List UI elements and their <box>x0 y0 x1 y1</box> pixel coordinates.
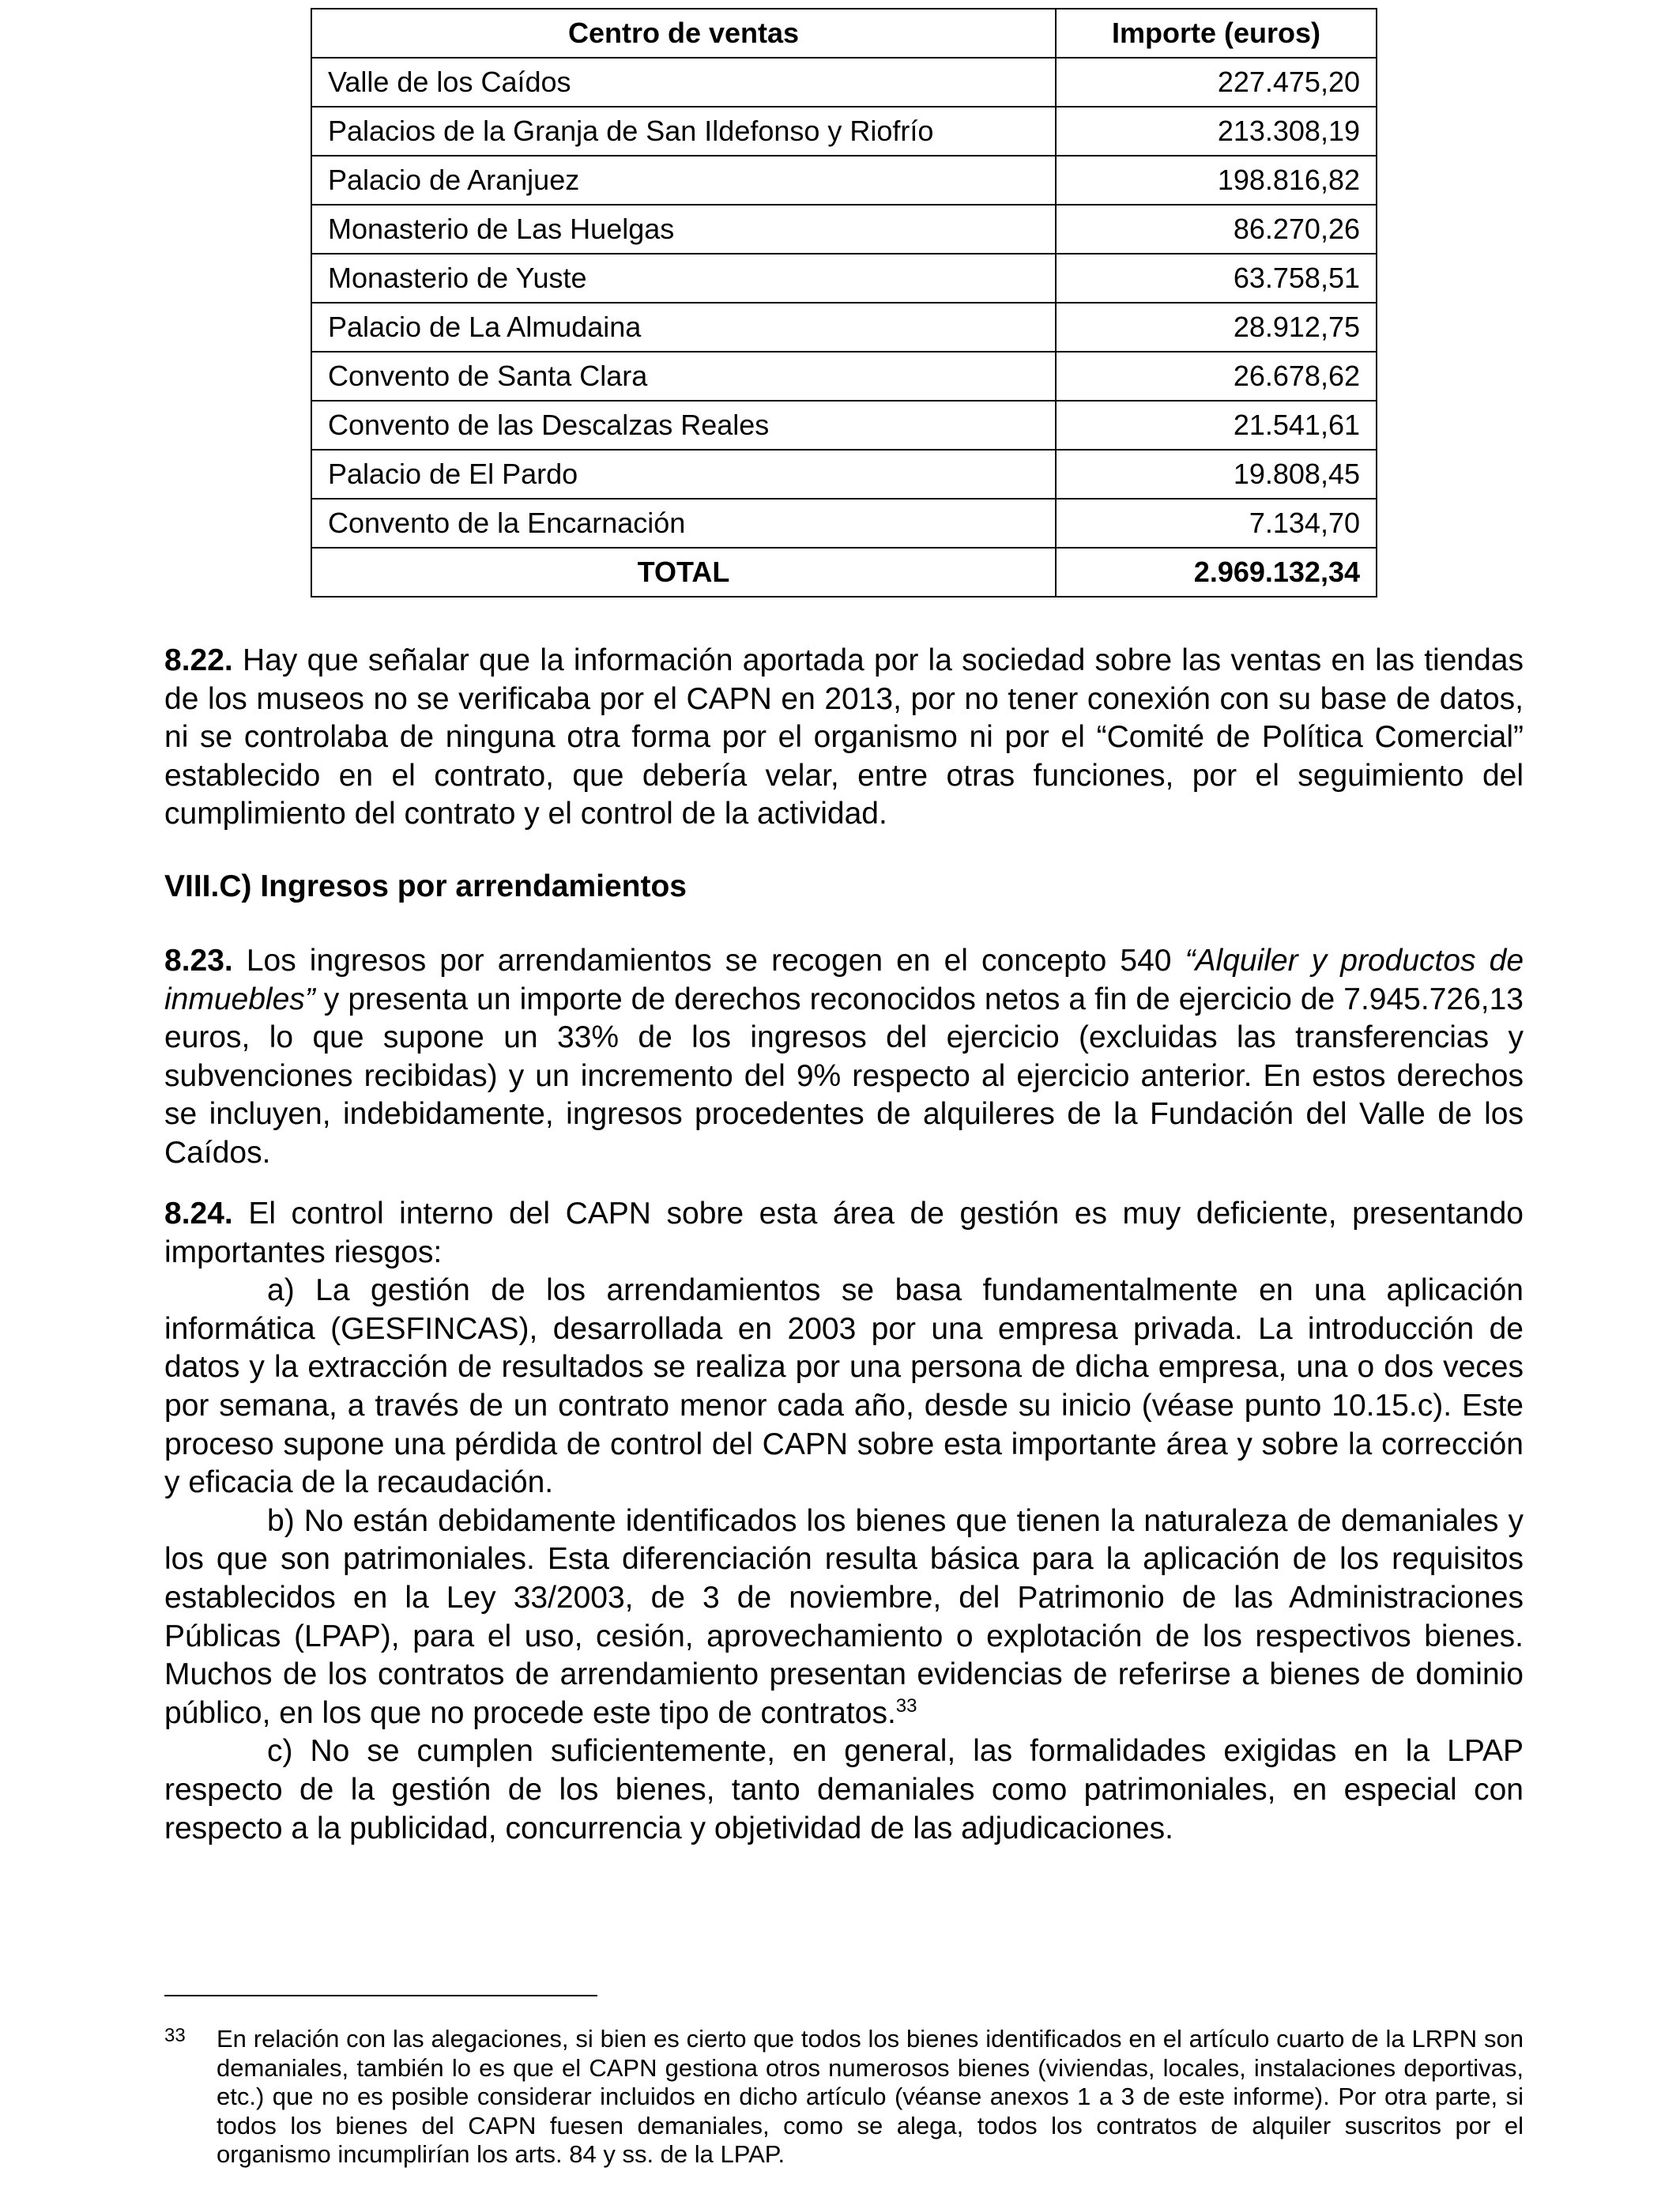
cell-center: Palacio de El Pardo <box>311 450 1056 499</box>
cell-center: Palacio de Aranjuez <box>311 156 1056 205</box>
paragraph-8-23 <box>164 942 1524 1173</box>
cell-amount: 26.678,62 <box>1056 352 1377 401</box>
section-heading: VIII.C) Ingresos por arrendamientos <box>164 869 687 903</box>
table-row <box>311 58 1377 107</box>
footnote-reference[interactable]: 33 <box>895 1695 917 1717</box>
cell-center: Palacio de La Almudaina <box>311 303 1056 352</box>
table-total-row <box>311 548 1377 597</box>
footnote-text: En relación con las alegaciones, si bien es cierto que todos los bienes identificados en el artículo cuarto de la LRPN son demaniales, también lo es que el CAPN gestiona otros numerosos bienes (viviendas, locales, instalaciones deportivas, etc.) que no es posible considerar incluidos en dicho artículo (véanse anexos 1 a 3 de este informe). Por otra parte, si todos los bienes del CAPN fuesen demaniales, como se alega, todos los contratos de alquiler suscritos por el organismo incumplirían los arts. 84 y ss. de la LPAP. <box>217 2025 1524 2168</box>
concept-name: “Alquiler y productos de inmuebles” <box>164 944 1524 1016</box>
cell-amount: 198.816,82 <box>1056 156 1377 205</box>
column-header-amount: Importe (euros) <box>1056 9 1377 58</box>
table-header-row <box>311 9 1377 58</box>
cell-center: Monasterio de Las Huelgas <box>311 205 1056 254</box>
sales-table <box>311 8 1377 598</box>
footnote-number: 33 <box>164 2025 186 2046</box>
cell-amount: 21.541,61 <box>1056 401 1377 450</box>
cell-center: Palacios de la Granja de San Ildefonso y Riofrío <box>311 107 1056 156</box>
table-row <box>311 254 1377 303</box>
table-row <box>311 450 1377 499</box>
paragraph-text: Los ingresos por arrendamientos se recogen en el concepto 540 <box>232 944 1185 978</box>
footnote-divider <box>164 1995 597 1996</box>
cell-amount: 7.134,70 <box>1056 499 1377 548</box>
paragraph-text: Hay que señalar que la información aportada por la sociedad sobre las ventas en las tiendas de los museos no se verificaba por el CAPN en 2013, por no tener conexión con su base de datos, ni se controlaba de ninguna otra forma por el organismo ni por el “Comité de Política Comercial” establecido en el contrato, que debería velar, entre otras funciones, por el seguimiento del cumplimiento del contrato y el control de la actividad. <box>164 643 1524 831</box>
paragraph-number: 8.24. <box>164 1197 233 1231</box>
cell-center: Convento de la Encarnación <box>311 499 1056 548</box>
paragraph-number: 8.23. <box>164 944 233 978</box>
table-row <box>311 499 1377 548</box>
table-row <box>311 303 1377 352</box>
cell-amount: 227.475,20 <box>1056 58 1377 107</box>
footnote <box>164 2025 1524 2169</box>
item-b <box>164 1502 1524 1733</box>
total-value: 2.969.132,34 <box>1056 548 1377 597</box>
cell-amount: 19.808,45 <box>1056 450 1377 499</box>
column-header-center: Centro de ventas <box>311 9 1056 58</box>
table-row <box>311 205 1377 254</box>
total-label: TOTAL <box>311 548 1056 597</box>
item-b-text: b) No están debidamente identificados los bienes que tienen la naturaleza de demaniales y los que son patrimoniales. Esta diferenciación resulta básica para la aplicación de los requisitos establecidos en la Ley 33/2003, de 3 de noviembre, del Patrimonio de las Administraciones Públicas (LPAP), para el uso, cesión, aprovechamiento o explotación de los respectivos bienes. Muchos de los contratos de arrendamiento presentan evidencias de referirse a bienes de dominio público, en los que no procede este tipo de contratos. <box>164 1503 1524 1730</box>
cell-amount: 86.270,26 <box>1056 205 1377 254</box>
table-row <box>311 107 1377 156</box>
item-c: c) No se cumplen suficientemente, en general, las formalidades exigidas en la LPAP respecto de la gestión de los bienes, tanto demaniales como patrimoniales, en especial con respecto a la publicidad, concurrencia y objetividad de las adjudicaciones. <box>164 1734 1524 1845</box>
cell-center: Convento de las Descalzas Reales <box>311 401 1056 450</box>
paragraph-8-22 <box>164 642 1524 834</box>
cell-amount: 213.308,19 <box>1056 107 1377 156</box>
cell-amount: 63.758,51 <box>1056 254 1377 303</box>
item-a: a) La gestión de los arrendamientos se basa fundamentalmente en una aplicación informática (GESFINCAS), desarrollada en 2003 por una empresa privada. La introducción de datos y la extracción de resultados se realiza por una persona de dicha empresa, una o dos veces por semana, a través de un contrato menor cada año, desde su inicio (véase punto 10.15.c). Este proceso supone una pérdida de control del CAPN sobre esta importante área y sobre la corrección y eficacia de la recaudación. <box>164 1273 1524 1500</box>
paragraph-number: 8.22. <box>164 643 233 677</box>
cell-center: Convento de Santa Clara <box>311 352 1056 401</box>
cell-center: Valle de los Caídos <box>311 58 1056 107</box>
table-row <box>311 156 1377 205</box>
table-row <box>311 352 1377 401</box>
cell-amount: 28.912,75 <box>1056 303 1377 352</box>
paragraph-8-24 <box>164 1195 1524 1848</box>
paragraph-text-continued: y presenta un importe de derechos reconocidos netos a fin de ejercicio de 7.945.726,13 euros, lo que supone un 33% de los ingresos del ejercicio (excluidas las transferencias y subvenciones recibidas) y un incremento del 9% respecto al ejercicio anterior. En estos derechos se incluyen, indebidamente, ingresos procedentes de alquileres de la Fundación del Valle de los Caídos. <box>164 982 1524 1170</box>
paragraph-text: El control interno del CAPN sobre esta área de gestión es muy deficiente, presentando importantes riesgos: <box>164 1197 1524 1269</box>
table-row <box>311 401 1377 450</box>
cell-center: Monasterio de Yuste <box>311 254 1056 303</box>
